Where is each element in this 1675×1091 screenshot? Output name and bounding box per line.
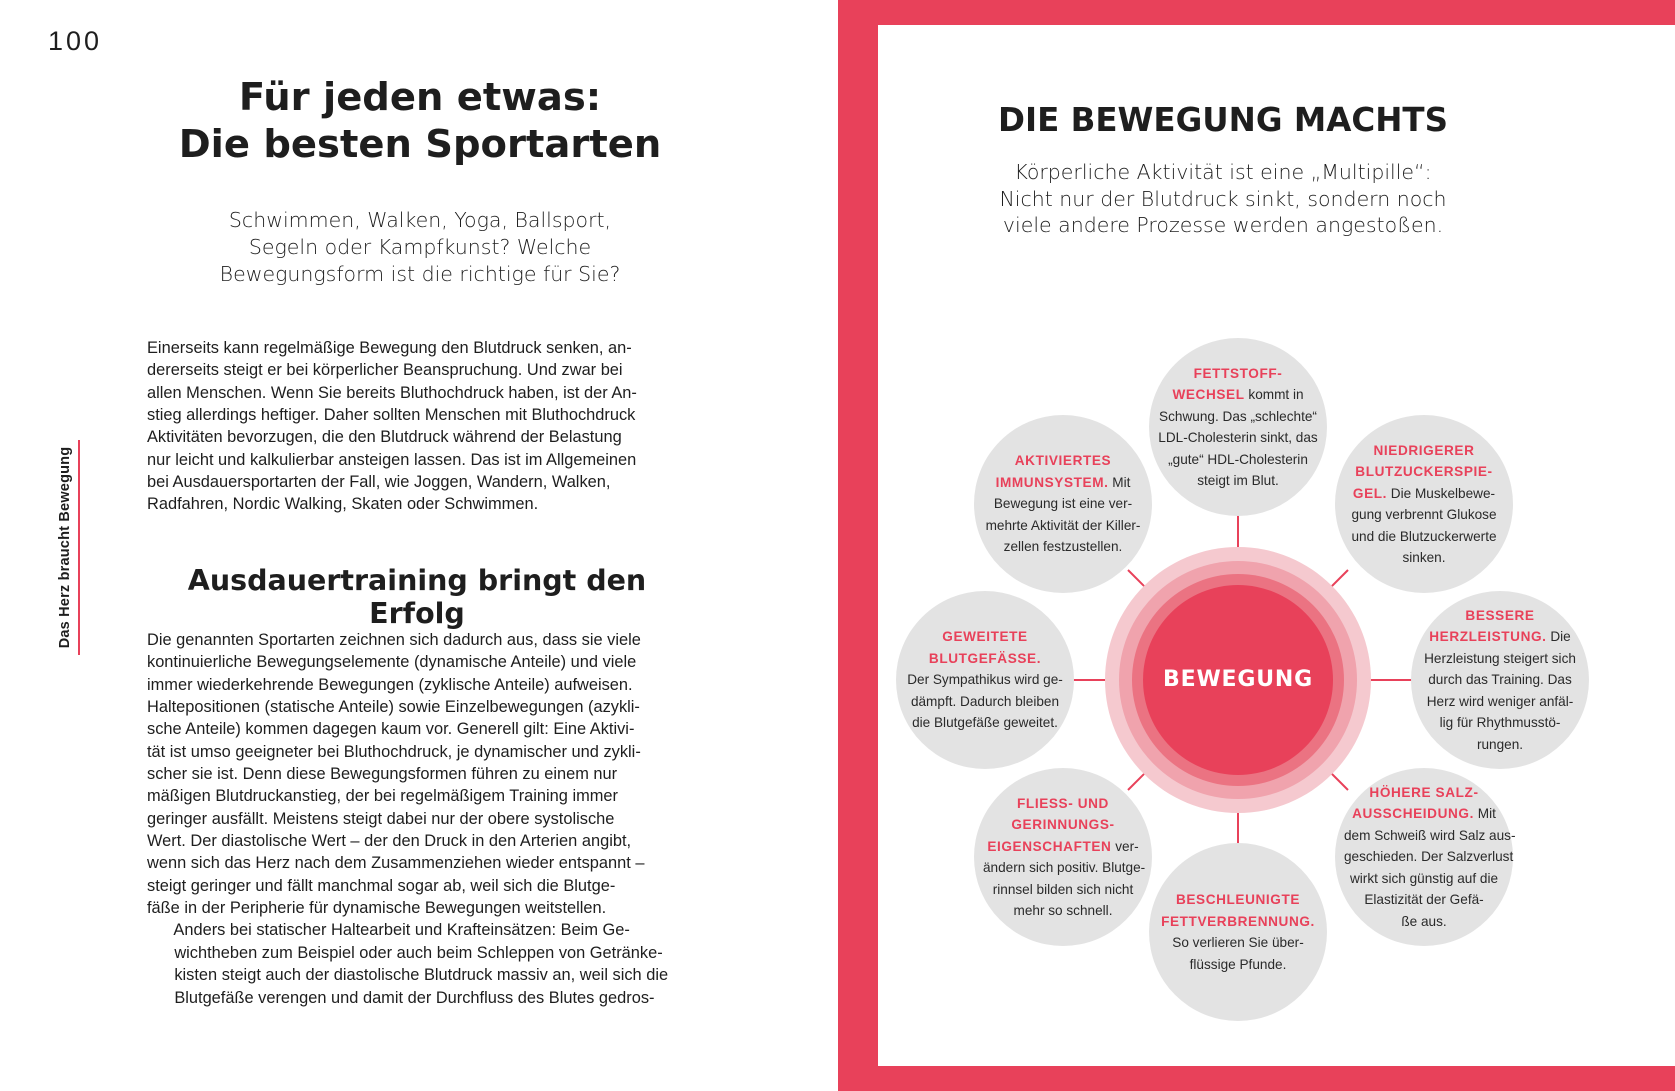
bubble-line: [1344, 846, 1514, 868]
text-line: Haltepositionen (statische Anteile) sowie Einzelbewegungen (azykli-: [147, 698, 640, 717]
bubble-highlight: GERINNUNGS-: [1011, 817, 1115, 832]
bubble-line: [1344, 504, 1504, 526]
infographic-title: DIE BEWEGUNG MACHTS: [998, 101, 1448, 139]
bubble-line: [1344, 782, 1504, 804]
bubble-line: [905, 712, 1065, 734]
bubble-line: [1344, 440, 1504, 462]
text-line: Aktivitäten bevorzugen, die den Blutdruck während der Belastung: [147, 428, 622, 447]
bubble-highlight: BESSERE: [1465, 607, 1535, 623]
bubble-text: mehr so schnell.: [1013, 903, 1113, 918]
bubble-text: Mit: [1473, 806, 1496, 822]
bubble-highlight: GEL.: [1352, 485, 1388, 501]
center-label: BEWEGUNG: [1163, 667, 1313, 692]
text-line: stieg allerdings heftiger. Daher sollten Menschen mit Bluthochdruck: [147, 406, 636, 425]
bubble-herzleistung: [1411, 591, 1589, 769]
text-line: Anders bei statischer Haltearbeit und Krafteinsätzen: Beim Ge-: [147, 921, 630, 940]
bubble-line: [1158, 911, 1318, 933]
bubble-line: [1158, 932, 1318, 954]
intro-paragraph: [147, 337, 707, 516]
bubble-line: [1158, 954, 1318, 976]
bubble-line: [1420, 712, 1580, 734]
bubble-text: ver-: [1111, 838, 1139, 854]
bubble-line: [1420, 605, 1580, 627]
bubble-line: [1344, 911, 1504, 933]
bubble-line: [983, 536, 1143, 558]
bubble-highlight: AUSSCHEIDUNG.: [1352, 806, 1474, 822]
text-line: Blutgefäße verengen und damit der Durchfluss des Blutes gedros-: [147, 988, 655, 1007]
bubble-text: LDL-Cholesterin sinkt, das: [1158, 430, 1318, 445]
bubble-fettverbrennung: [1149, 843, 1327, 1021]
bubble-line: [1344, 825, 1516, 847]
title-line: Für jeden etwas:: [238, 75, 602, 120]
bubble-text: lig für Rhythmusstö-: [1439, 715, 1561, 731]
bubble-highlight: GEWEITETE: [942, 629, 1028, 645]
bubble-text: mehrte Aktivität der Killer-: [985, 517, 1141, 533]
bubble-blutzucker: [1335, 415, 1513, 593]
bubble-salzausscheidung: [1335, 768, 1516, 946]
subtitle-line: Nicht nur der Blutdruck sinkt, sondern noch: [999, 186, 1447, 211]
bubble-text: ändern sich positiv. Blutge-: [983, 860, 1146, 875]
bubble-text: geschieden. Der Salzverlust: [1344, 849, 1514, 865]
bubble-line: [1158, 406, 1318, 428]
text-line: nur leicht und kalkulierbar ansteigen lassen. Das ist im Allgemeinen: [147, 450, 637, 469]
bubble-text: durch das Training. Das: [1428, 672, 1572, 688]
bubble-line: [1158, 470, 1318, 492]
right-page: [838, 0, 1675, 1091]
bubble-text: kommt in: [1244, 387, 1304, 402]
subtitle-line: Körperliche Aktivität ist eine „Multipille“:: [1014, 160, 1432, 184]
bubble-line: [1158, 384, 1318, 406]
bubble-text: Bewegung ist eine ver-: [993, 496, 1133, 512]
section-heading: Ausdauertraining bringt den Erfolg: [187, 564, 647, 630]
bubble-highlight: FETTSTOFF-: [1193, 365, 1283, 381]
text-line: geringer ausfällt. Meistens steigt dabei nur der obere systolische: [147, 809, 615, 828]
subtitle-line: Schwimmen, Walken, Yoga, Ballsport,: [228, 208, 612, 232]
text-line: sche Anteile) kommen dagegen kaum vor. Generell gilt: Eine Aktivi-: [147, 720, 635, 739]
bubble-line: [1420, 648, 1580, 670]
text-line: steigt geringer und fällt manchmal sogar ab, weil sich die Blutge-: [147, 876, 616, 895]
body-paragraph: [147, 629, 707, 1009]
bubble-line: [905, 691, 1065, 713]
text-line: dererseits steigt er bei körperlicher Beanspruchung. Und zwar bei: [147, 361, 623, 380]
bubble-highlight: BLUTZUCKERSPIE-: [1355, 464, 1493, 479]
text-line: Die genannten Sportarten zeichnen sich dadurch aus, dass sie viele: [147, 631, 641, 649]
text-line: kontinuierliche Bewegungselemente (dynamische Anteile) und viele: [147, 653, 637, 672]
bubble-line: [1420, 691, 1580, 713]
bubble-highlight: FETTVERBRENNUNG.: [1161, 913, 1315, 929]
text-line: scher sie ist. Denn diese Bewegungsformen führen zu einem nur: [147, 765, 618, 784]
bubble-line: [1344, 483, 1504, 505]
bubble-text: steigt im Blut.: [1197, 473, 1279, 488]
bubble-line: [983, 493, 1143, 515]
infographic-panel: [878, 25, 1675, 1066]
bubble-line: [983, 814, 1143, 836]
bubble-text: So verlieren Sie über-: [1172, 935, 1304, 950]
page-subtitle: [190, 207, 650, 288]
page-number: 100: [48, 26, 103, 56]
bubble-line: [983, 879, 1143, 901]
text-line: fäße in der Peripherie für dynamische Bewegungen weitstellen.: [147, 899, 607, 918]
text-line: immer wiederkehrende Bewegungen (zyklische Anteile) aufweisen.: [147, 675, 633, 694]
bubble-line: [905, 669, 1065, 691]
bubble-text: sinken.: [1402, 550, 1446, 565]
bubble-line: [1344, 547, 1504, 569]
bubble-text: Die: [1546, 629, 1571, 645]
bubble-text: flüssige Pfunde.: [1189, 956, 1287, 972]
text-line: Einerseits kann regelmäßige Bewegung den Blutdruck senken, an-: [147, 339, 632, 357]
bubble-line: [1158, 363, 1318, 385]
bubble-highlight: AKTIVIERTES: [1014, 453, 1112, 469]
bubble-line: [1344, 889, 1504, 911]
bubble-text: ße aus.: [1401, 913, 1447, 929]
bubble-highlight: EIGENSCHAFTEN: [987, 838, 1112, 854]
bubble-text: gung verbrennt Glukose: [1351, 507, 1497, 522]
text-line: wichtheben zum Beispiel oder auch beim Schleppen von Getränke-: [147, 943, 663, 962]
bubble-line: [1344, 461, 1504, 483]
bubble-line: [983, 793, 1143, 815]
side-label: Das Herz braucht Bewegung: [50, 440, 80, 655]
bubble-text: Die Muskelbewe-: [1387, 485, 1496, 501]
bubble-text: Elastizität der Gefä-: [1364, 892, 1484, 908]
bubble-text: rungen.: [1476, 736, 1524, 752]
text-line: Wert. Der diastolische Wert – der den Druck in den Arterien angibt,: [147, 832, 632, 851]
bubble-text: die Blutgefäße geweitet.: [912, 715, 1058, 731]
bubble-line: [1420, 669, 1580, 691]
bubble-fliesseigenschaften: [974, 768, 1152, 946]
text-line: tät ist umso geeigneter bei Bluthochdruck, je dynamischer und zykli-: [147, 742, 641, 761]
subtitle-line: Segeln oder Kampfkunst? Welche: [248, 235, 592, 259]
title-line: Die besten Sportarten: [178, 122, 662, 167]
bubble-text: rinnsel bilden sich nicht: [992, 881, 1134, 897]
bubble-line: [1420, 626, 1580, 648]
bubble-immunsystem: [974, 415, 1152, 593]
bubble-text: zellen festzustellen.: [1003, 539, 1123, 555]
page-title: [140, 74, 700, 168]
bubble-highlight: BESCHLEUNIGTE: [1175, 892, 1301, 907]
bubble-line: [983, 836, 1143, 858]
bubble-line: [983, 900, 1143, 922]
bubble-text: „gute“ HDL-Cholesterin: [1168, 451, 1308, 467]
bubble-line: [1158, 889, 1318, 911]
bubble-text: Schwung. Das „schlechte“: [1159, 408, 1317, 424]
bubble-line: [905, 626, 1065, 648]
bubble-text: dem Schweiß wird Salz aus-: [1344, 827, 1516, 843]
bubble-text: und die Blutzuckerwerte: [1351, 528, 1497, 544]
bubble-fettstoffwechsel: [1149, 338, 1327, 516]
bubble-text: Herzleistung steigert sich: [1424, 650, 1576, 666]
bubble-line: [983, 515, 1143, 537]
bubble-highlight: FLIESS- UND: [1017, 795, 1109, 811]
bubble-line: [983, 472, 1143, 494]
bubble-highlight: NIEDRIGERER: [1373, 442, 1475, 458]
text-line: wenn sich das Herz nach dem Zusammenziehen wieder entspannt –: [147, 854, 645, 873]
bubble-highlight: HÖHERE SALZ-: [1369, 784, 1479, 800]
bubble-highlight: WECHSEL: [1172, 387, 1245, 402]
bubble-highlight: IMMUNSYSTEM.: [995, 474, 1109, 490]
bubble-line: [1344, 526, 1504, 548]
text-line: Radfahren, Nordic Walking, Skaten oder Schwimmen.: [147, 495, 539, 514]
text-line: kisten steigt auch der diastolische Blutdruck massiv an, weil sich die: [147, 966, 669, 985]
text-line: bei Ausdauersportarten der Fall, wie Joggen, Wandern, Walken,: [147, 473, 611, 492]
bubble-highlight: HERZLEISTUNG.: [1429, 629, 1547, 645]
bubble-line: [1420, 734, 1580, 756]
bubble-line: [983, 857, 1146, 879]
bubble-text: dämpft. Dadurch bleiben: [910, 693, 1060, 709]
subtitle-line: Bewegungsform ist die richtige für Sie?: [219, 262, 621, 286]
bubble-text: Herz wird weniger anfäl-: [1426, 693, 1574, 709]
text-line: allen Menschen. Wenn Sie bereits Bluthochdruck haben, ist der An-: [147, 383, 637, 402]
bubble-line: [1344, 803, 1504, 825]
bubble-line: [983, 450, 1143, 472]
bubble-text: Mit: [1108, 474, 1131, 490]
bubble-highlight: BLUTGEFÄSSE.: [928, 650, 1042, 666]
text-line: mäßigen Blutdruckanstieg, der bei regelmäßigem Training immer: [147, 787, 618, 806]
bubble-text: Der Sympathikus wird ge-: [907, 672, 1063, 688]
bubble-line: [1344, 868, 1504, 890]
bubble-blutgefaesse: [896, 591, 1074, 769]
bubble-text: wirkt sich günstig auf die: [1349, 870, 1499, 886]
subtitle-line: viele andere Prozesse werden angestoßen.: [1002, 213, 1444, 237]
bubble-line: [1158, 427, 1318, 449]
bubble-line: [1158, 449, 1318, 471]
bubble-line: [905, 648, 1065, 670]
